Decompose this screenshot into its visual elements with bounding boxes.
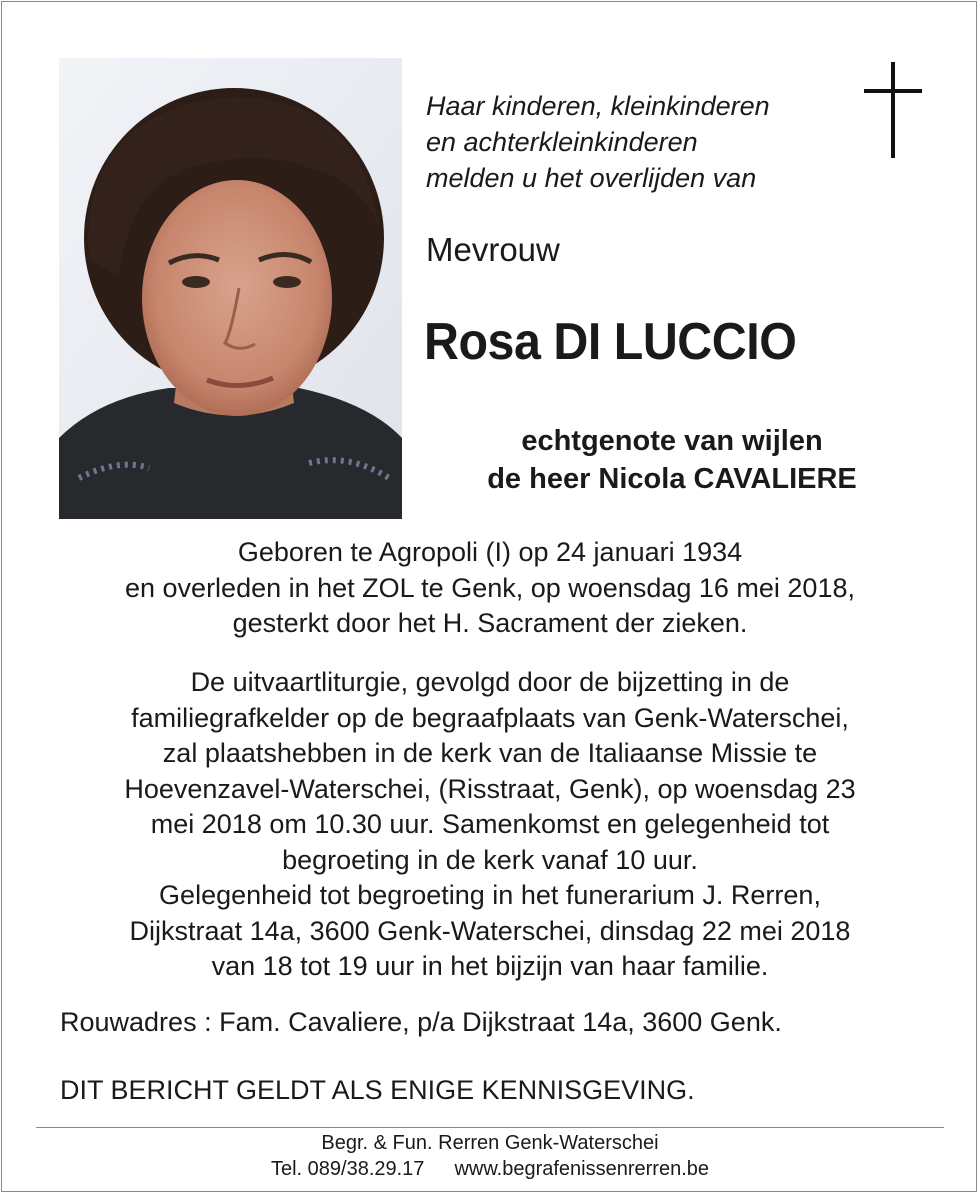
footer-contact [0,1156,980,1182]
funeral-paragraph [20,665,960,985]
birth-death-paragraph [20,535,960,642]
portrait-photo [59,58,402,519]
spouse-line: de heer Nicola CAVALIERE [487,463,857,495]
footer-website: www.begrafenissenrerren.be [454,1158,710,1180]
funeral-line: Gelegenheid tot begroeting in het funerarium J. Rerren, [159,880,821,910]
funeral-line: mei 2018 om 10.30 uur. Samenkomst en gelegenheid tot [150,809,830,839]
funeral-line: begroeting in de kerk vanaf 10 uur. [282,844,698,875]
birth-line: Geboren te Agropoli (I) op 24 januari 1934 [237,537,743,567]
funeral-line: zal plaatshebben in de kerk van de Italiaanse Missie te [162,738,818,768]
footer-company: Begr. & Fun. Rerren Genk-Waterschei [321,1132,659,1154]
funeral-line: De uitvaartliturgie, gevolgd door de bijzetting in de [190,667,790,697]
spouse-line: echtgenote van wijlen [521,425,823,457]
birth-line: gesterkt door het H. Sacrament der zieken. [232,608,748,638]
mourning-address: Rouwadres : Fam. Cavaliere, p/a Dijkstraat 14a, 3600 Genk. [60,1007,782,1037]
funeral-line: van 18 tot 19 uur in het bijzijn van haar familie. [211,951,769,981]
birth-line: en overleden in het ZOL te Genk, op woensdag 16 mei 2018, [125,572,855,603]
deceased-name: Rosa DI LUCCIO [424,313,797,371]
footer-divider [36,1127,944,1128]
notice-text: DIT BERICHT GELDT ALS ENIGE KENNISGEVING. [60,1075,695,1105]
spouse-text [402,422,942,498]
honorific: Mevrouw [426,231,560,268]
funeral-line: Hoevenzavel-Waterschei, (Risstraat, Genk), op woensdag 23 [124,773,856,804]
intro-text [426,88,856,196]
intro-line: Haar kinderen, kleinkinderen [426,91,770,121]
funeral-line: Dijkstraat 14a, 3600 Genk-Waterschei, dinsdag 22 mei 2018 [129,915,851,946]
intro-line: melden u het overlijden van [426,163,757,193]
footer-phone: Tel. 089/38.29.17 [270,1158,425,1180]
funeral-line: familiegrafkelder op de begraafplaats van Genk-Waterschei, [131,702,849,733]
intro-line: en achterkleinkinderen [426,127,698,157]
cross-icon [864,62,922,158]
